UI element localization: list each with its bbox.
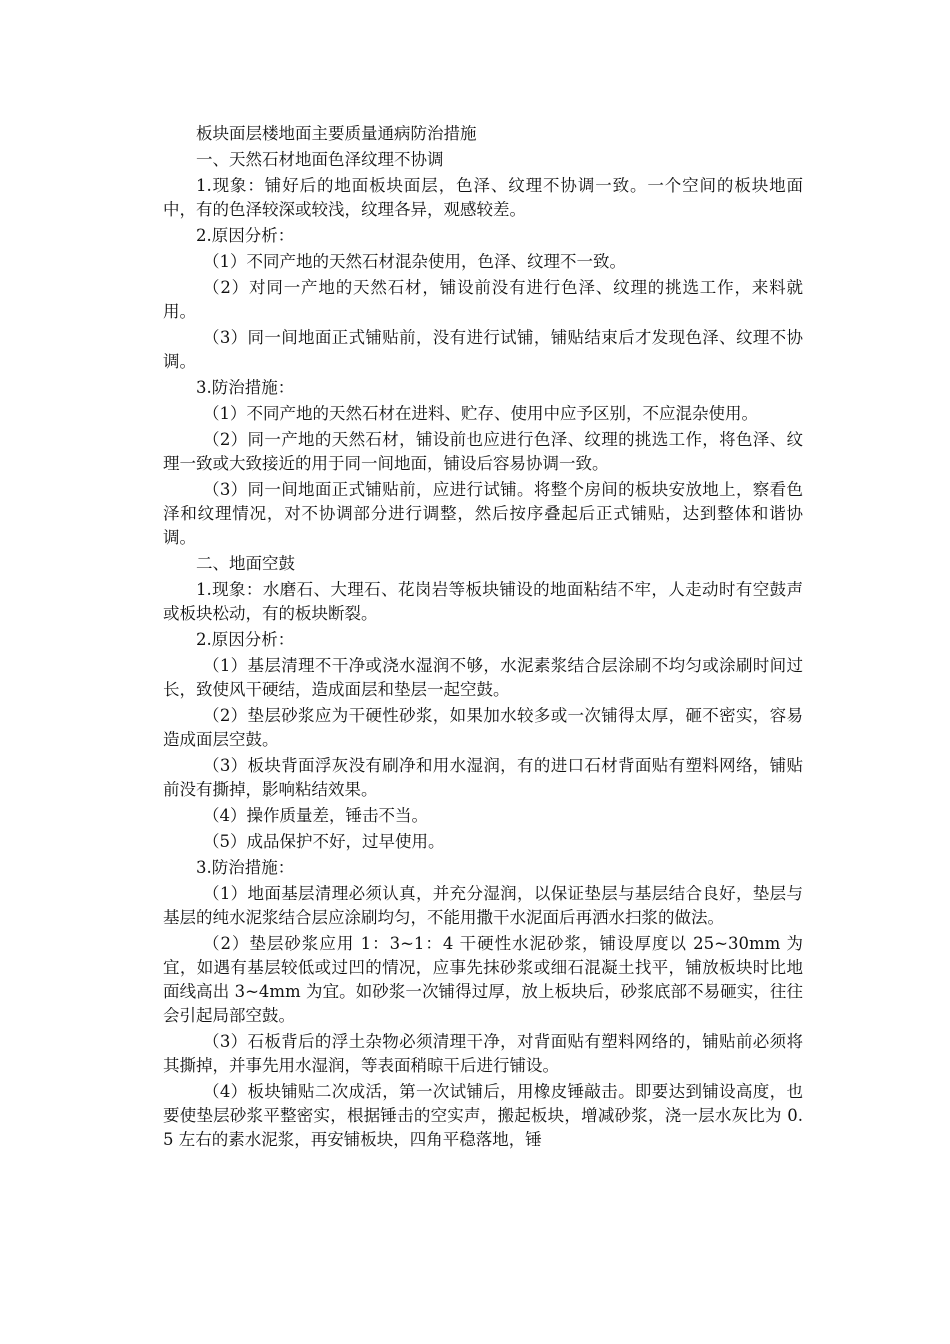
- paragraph: （4）操作质量差，锤击不当。: [203, 806, 428, 825]
- paragraph: （3）板块背面浮灰没有刷净和用水湿润，有的进口石材背面贴有塑料网络，铺贴前没有撕掉，影响粘结效果。: [163, 756, 803, 799]
- paragraph: 1.现象：铺好后的地面板块面层，色泽、纹理不协调一致。一个空间的板块地面中，有的色泽较深或较浅，纹理各异，观感较差。: [163, 176, 803, 219]
- paragraph: （3）同一间地面正式铺贴前，应进行试铺。将整个房间的板块安放地上，察看色泽和纹理情况，对不协调部分进行调整，然后按序叠起后正式铺贴，达到整体和谐协调。: [163, 480, 803, 547]
- paragraph: 1.现象：水磨石、大理石、花岗岩等板块铺设的地面粘结不牢，人走动时有空鼓声或板块松动，有的板块断裂。: [163, 580, 803, 623]
- paragraph: （1）地面基层清理必须认真，并充分湿润，以保证垫层与基层结合良好，垫层与基层的纯水泥浆结合层应涂刷均匀，不能用撒干水泥面后再洒水扫浆的做法。: [163, 884, 803, 927]
- section-heading-1: 一、天然石材地面色泽纹理不协调: [196, 150, 444, 169]
- paragraph: （2）垫层砂浆应为干硬性砂浆，如果加水较多或一次铺得太厚，砸不密实，容易造成面层空鼓。: [163, 706, 803, 749]
- document-title: 板块面层楼地面主要质量通病防治措施: [196, 124, 477, 143]
- paragraph: 2.原因分析：: [196, 630, 295, 649]
- paragraph: （1）基层清理不干净或浇水湿润不够，水泥素浆结合层涂刷不均匀或涂刷时间过长，致使风干硬结，造成面层和垫层一起空鼓。: [163, 656, 803, 699]
- paragraph: （1）不同产地的天然石材在进料、贮存、使用中应予区别，不应混杂使用。: [203, 404, 758, 423]
- paragraph: （3）同一间地面正式铺贴前，没有进行试铺，铺贴结束后才发现色泽、纹理不协调。: [163, 328, 803, 371]
- paragraph: （2）同一产地的天然石材，铺设前也应进行色泽、纹理的挑选工作，将色泽、纹理一致或大致接近的用于同一间地面，铺设后容易协调一致。: [163, 430, 803, 473]
- paragraph: （1）不同产地的天然石材混杂使用，色泽、纹理不一致。: [203, 252, 626, 271]
- section-heading-2: 二、地面空鼓: [196, 554, 295, 573]
- paragraph: （4）板块铺贴二次成活，第一次试铺后，用橡皮锤敲击。即要达到铺设高度，也要使垫层砂浆平整密实，根据锤击的空实声，搬起板块，增减砂浆，浇一层水灰比为 0.5 左右的素水泥浆，再安铺板块，四角平稳落地，锤: [163, 1082, 803, 1149]
- paragraph: （2）垫层砂浆应用 1：3~1：4 干硬性水泥砂浆，铺设厚度以 25~30mm 为宜，如遇有基层较低或过凹的情况，应事先抹砂浆或细石混凝土找平，铺放板块时比地面线高出 3~4mm 为宜。如砂浆一次铺得过厚，放上板块后，砂浆底部不易砸实，往往会引起局部空鼓。: [163, 934, 803, 1025]
- paragraph: 3.防治措施：: [196, 858, 295, 877]
- paragraph: （3）石板背后的浮土杂物必须清理干净，对背面贴有塑料网络的，铺贴前必须将其撕掉，并事先用水湿润，等表面稍晾干后进行铺设。: [163, 1032, 803, 1075]
- paragraph: 2.原因分析：: [196, 226, 295, 245]
- paragraph: 3.防治措施：: [196, 378, 295, 397]
- paragraph: （5）成品保护不好，过早使用。: [203, 832, 445, 851]
- document-page: [163, 122, 803, 1154]
- paragraph: （2）对同一产地的天然石材，铺设前没有进行色泽、纹理的挑选工作，来料就用。: [163, 278, 803, 321]
